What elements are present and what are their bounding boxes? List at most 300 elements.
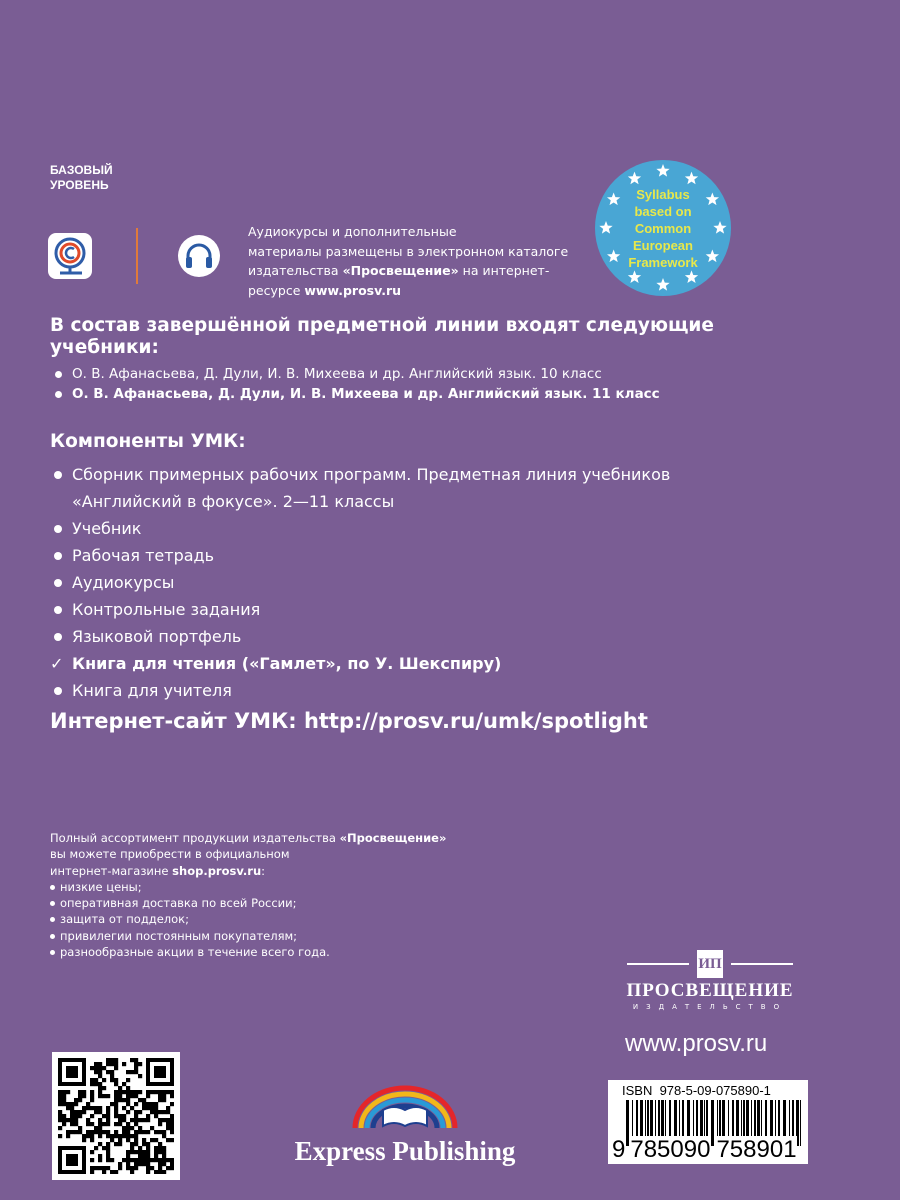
qr-module (146, 1166, 150, 1170)
qr-module (78, 1126, 82, 1130)
qr-module (170, 1102, 174, 1106)
qr-module (78, 1130, 82, 1134)
qr-module (70, 1114, 74, 1118)
qr-module (98, 1158, 102, 1162)
qr-module (110, 1078, 114, 1082)
qr-module (138, 1162, 142, 1166)
qr-module (134, 1114, 138, 1118)
qr-module (122, 1090, 126, 1094)
star-icon (685, 270, 698, 283)
qr-module (158, 1142, 162, 1146)
book-emblem-icon (345, 1080, 465, 1130)
publisher-logo: ИП ПРОСВЕЩЕНИЕ ИЗДАТЕЛЬСТВО (612, 950, 808, 1011)
qr-module (142, 1154, 146, 1158)
qr-module (114, 1114, 118, 1118)
qr-module (90, 1098, 94, 1102)
qr-module (166, 1166, 170, 1170)
qr-module (102, 1122, 106, 1126)
qr-module (58, 1102, 62, 1106)
qr-module (114, 1082, 118, 1086)
qr-module (114, 1094, 118, 1098)
qr-module (162, 1134, 166, 1138)
qr-module (146, 1150, 150, 1154)
qr-module (114, 1142, 118, 1146)
qr-module (134, 1094, 138, 1098)
qr-module (90, 1150, 94, 1154)
qr-module (134, 1134, 138, 1138)
qr-module (102, 1166, 106, 1170)
star-icon (656, 278, 669, 291)
qr-module (58, 1094, 62, 1098)
qr-module (126, 1086, 130, 1090)
qr-module (110, 1134, 114, 1138)
qr-module (86, 1106, 90, 1110)
qr-module (126, 1110, 130, 1114)
qr-module (146, 1170, 150, 1174)
qr-module (126, 1166, 130, 1170)
qr-module (62, 1094, 66, 1098)
qr-module (122, 1114, 126, 1118)
qr-module (126, 1130, 130, 1134)
qr-module (90, 1106, 94, 1110)
qr-module (74, 1114, 78, 1118)
qr-module (58, 1134, 62, 1138)
qr-module (110, 1058, 114, 1062)
qr-module (154, 1106, 158, 1110)
qr-module (134, 1118, 138, 1122)
qr-module (146, 1154, 150, 1158)
qr-module (158, 1118, 162, 1122)
qr-module (114, 1110, 118, 1114)
qr-module (130, 1170, 134, 1174)
umk-website[interactable]: Интернет-сайт УМК: http://prosv.ru/umk/spotlight (50, 709, 648, 733)
qr-module (90, 1130, 94, 1134)
qr-module (106, 1106, 110, 1110)
list-item-checked: ✓ Книга для чтения («Гамлет», по У. Шекспиру) (50, 650, 830, 677)
qr-module (126, 1138, 130, 1142)
qr-module (126, 1098, 130, 1102)
qr-module (166, 1106, 170, 1110)
qr-module (122, 1106, 126, 1110)
qr-module (142, 1106, 146, 1110)
qr-module (154, 1138, 158, 1142)
qr-module (166, 1110, 170, 1114)
qr-module (106, 1158, 110, 1162)
qr-module (154, 1146, 158, 1150)
qr-module (94, 1078, 98, 1082)
qr-module (102, 1094, 106, 1098)
qr-module (162, 1130, 166, 1134)
qr-module (118, 1086, 122, 1090)
qr-module (98, 1082, 102, 1086)
qr-module (70, 1118, 74, 1122)
qr-module (98, 1118, 102, 1122)
qr-module (114, 1106, 118, 1110)
level-label: БАЗОВЫЙ УРОВЕНЬ (50, 163, 113, 192)
qr-module (98, 1094, 102, 1098)
qr-module (98, 1074, 102, 1078)
qr-module (138, 1090, 142, 1094)
qr-module (126, 1154, 130, 1158)
qr-module (78, 1094, 82, 1098)
prosv-link[interactable]: www.prosv.ru (304, 282, 402, 298)
qr-module (130, 1090, 134, 1094)
qr-module (74, 1110, 78, 1114)
qr-module (130, 1166, 134, 1170)
qr-module (58, 1118, 62, 1122)
qr-module (82, 1134, 86, 1138)
list-item: низкие цены; (50, 879, 550, 895)
qr-module (142, 1142, 146, 1146)
qr-module (94, 1062, 98, 1066)
qr-module (138, 1130, 142, 1134)
publisher-url[interactable]: www.prosv.ru (625, 1030, 768, 1057)
qr-module (166, 1158, 170, 1162)
isbn-digits: 9 785090 758901 (612, 1136, 797, 1163)
qr-module (146, 1090, 150, 1094)
qr-module (170, 1162, 174, 1166)
qr-module (114, 1130, 118, 1134)
list-item: О. В. Афанасьева, Д. Дули, И. В. Михеева и др. Английский язык. 10 класс (50, 364, 810, 384)
qr-module (142, 1118, 146, 1122)
qr-module (118, 1098, 122, 1102)
qr-finder (66, 1066, 78, 1078)
qr-module (106, 1154, 110, 1158)
qr-module (158, 1094, 162, 1098)
qr-module (154, 1170, 158, 1174)
qr-module (134, 1142, 138, 1146)
qr-module (142, 1130, 146, 1134)
star-icon (628, 270, 641, 283)
list-item: Языковой портфель (50, 623, 830, 650)
qr-module (102, 1170, 106, 1174)
qr-module (162, 1118, 166, 1122)
list-item: защита от подделок; (50, 911, 550, 927)
qr-module (106, 1134, 110, 1138)
qr-module (118, 1094, 122, 1098)
qr-module (170, 1122, 174, 1126)
qr-module (150, 1158, 154, 1162)
qr-module (62, 1118, 66, 1122)
qr-module (154, 1150, 158, 1154)
qr-module (94, 1146, 98, 1150)
qr-module (98, 1134, 102, 1138)
qr-module (138, 1110, 142, 1114)
qr-module (162, 1098, 166, 1102)
qr-module (142, 1158, 146, 1162)
qr-module (170, 1166, 174, 1170)
qr-module (130, 1158, 134, 1162)
qr-module (106, 1062, 110, 1066)
star-icon (685, 172, 698, 185)
qr-module (106, 1130, 110, 1134)
list-item: оперативная доставка по всей России; (50, 895, 550, 911)
qr-module (78, 1110, 82, 1114)
qr-module (90, 1114, 94, 1118)
qr-module (110, 1170, 114, 1174)
qr-module (138, 1154, 142, 1158)
qr-module (102, 1066, 106, 1070)
audio-info: Аудиокурсы и дополнительные материалы размещены в электронном каталоге издательства «Просвещение» на интернет- ресурсе www.prosv.ru (248, 224, 569, 298)
qr-module (166, 1090, 170, 1094)
qr-module (118, 1118, 122, 1122)
qr-module (142, 1098, 146, 1102)
qr-module (154, 1158, 158, 1162)
qr-module (98, 1126, 102, 1130)
qr-module (74, 1098, 78, 1102)
qr-module (58, 1126, 62, 1130)
qr-module (114, 1170, 118, 1174)
qr-module (150, 1110, 154, 1114)
qr-module (90, 1166, 94, 1170)
qr-module (138, 1150, 142, 1154)
qr-module (138, 1146, 142, 1150)
qr-module (102, 1146, 106, 1150)
qr-module (110, 1102, 114, 1106)
qr-module (134, 1066, 138, 1070)
qr-module (58, 1090, 62, 1094)
qr-module (106, 1114, 110, 1118)
qr-module (62, 1114, 66, 1118)
qr-module (106, 1110, 110, 1114)
qr-module (126, 1150, 130, 1154)
qr-module (78, 1098, 82, 1102)
list-item: Контрольные задания (50, 596, 830, 623)
headphones-icon (178, 235, 220, 281)
qr-module (142, 1150, 146, 1154)
qr-module (130, 1126, 134, 1130)
qr-module (106, 1142, 110, 1146)
qr-module (170, 1126, 174, 1130)
qr-module (118, 1142, 122, 1146)
qr-module (98, 1062, 102, 1066)
qr-module (86, 1118, 90, 1122)
qr-module (146, 1106, 150, 1110)
qr-module (90, 1078, 94, 1082)
check-icon: ✓ (50, 654, 64, 673)
qr-module (130, 1142, 134, 1146)
qr-module (138, 1158, 142, 1162)
qr-module (134, 1166, 138, 1170)
qr-module (90, 1090, 94, 1094)
qr-module (114, 1066, 118, 1070)
qr-module (94, 1130, 98, 1134)
qr-module (146, 1130, 150, 1134)
qr-module (66, 1134, 70, 1138)
qr-module (114, 1058, 118, 1062)
qr-module (154, 1102, 158, 1106)
qr-module (130, 1070, 134, 1074)
qr-module (82, 1094, 86, 1098)
qr-module (82, 1110, 86, 1114)
qr-module (162, 1170, 166, 1174)
qr-module (66, 1118, 70, 1122)
qr-module (106, 1122, 110, 1126)
qr-module (102, 1086, 106, 1090)
qr-finder (154, 1066, 166, 1078)
qr-module (134, 1122, 138, 1126)
qr-module (146, 1158, 150, 1162)
qr-module (146, 1118, 150, 1122)
qr-module (118, 1122, 122, 1126)
qr-module (170, 1130, 174, 1134)
qr-module (138, 1126, 142, 1130)
qr-code[interactable] (52, 1052, 180, 1180)
qr-module (158, 1090, 162, 1094)
qr-module (162, 1090, 166, 1094)
list-item: Аудиокурсы (50, 569, 830, 596)
qr-module (70, 1110, 74, 1114)
qr-module (106, 1166, 110, 1170)
qr-module (170, 1138, 174, 1142)
qr-module (62, 1090, 66, 1094)
qr-module (134, 1162, 138, 1166)
qr-module (158, 1146, 162, 1150)
qr-module (94, 1106, 98, 1110)
qr-module (134, 1150, 138, 1154)
list-item: Книга для учителя (50, 677, 830, 704)
qr-module (150, 1166, 154, 1170)
qr-module (110, 1138, 114, 1142)
qr-module (158, 1130, 162, 1134)
list-item: О. В. Афанасьева, Д. Дули, И. В. Михеева и др. Английский язык. 11 класс (50, 384, 810, 404)
barcode-bar (800, 1100, 801, 1146)
qr-module (158, 1170, 162, 1174)
qr-module (138, 1098, 142, 1102)
qr-module (90, 1094, 94, 1098)
qr-module (126, 1158, 130, 1162)
qr-module (90, 1134, 94, 1138)
qr-module (74, 1130, 78, 1134)
qr-module (138, 1062, 142, 1066)
qr-module (134, 1058, 138, 1062)
qr-module (134, 1070, 138, 1074)
qr-module (118, 1134, 122, 1138)
qr-module (98, 1154, 102, 1158)
qr-module (98, 1106, 102, 1110)
qr-module (122, 1082, 126, 1086)
qr-module (90, 1158, 94, 1162)
qr-module (146, 1162, 150, 1166)
qr-module (118, 1114, 122, 1118)
list-item: Рабочая тетрадь (50, 542, 830, 569)
qr-module (162, 1158, 166, 1162)
qr-module (126, 1102, 130, 1106)
qr-module (74, 1118, 78, 1122)
qr-module (114, 1102, 118, 1106)
qr-module (154, 1090, 158, 1094)
qr-module (94, 1066, 98, 1070)
qr-module (130, 1146, 134, 1150)
qr-module (158, 1098, 162, 1102)
qr-module (122, 1118, 126, 1122)
qr-module (94, 1166, 98, 1170)
list-item: разнообразные акции в течение всего года. (50, 944, 550, 960)
qr-module (106, 1094, 110, 1098)
qr-module (130, 1094, 134, 1098)
qr-module (98, 1166, 102, 1170)
shop-link[interactable]: shop.prosv.ru (172, 863, 262, 878)
umk-heading: Компоненты УМК: (50, 431, 246, 452)
qr-module (130, 1118, 134, 1122)
qr-module (102, 1078, 106, 1082)
qr-module (134, 1138, 138, 1142)
qr-module (86, 1102, 90, 1106)
qr-module (70, 1122, 74, 1126)
qr-module (98, 1122, 102, 1126)
qr-module (106, 1118, 110, 1122)
qr-module (62, 1098, 66, 1102)
qr-module (154, 1114, 158, 1118)
qr-module (146, 1146, 150, 1150)
qr-module (90, 1082, 94, 1086)
qr-module (94, 1082, 98, 1086)
series-section (50, 315, 810, 404)
qr-module (114, 1134, 118, 1138)
qr-module (90, 1066, 94, 1070)
qr-module (78, 1114, 82, 1118)
qr-module (98, 1090, 102, 1094)
qr-module (78, 1090, 82, 1094)
cefr-badge: Syllabus based on Common European Framework (595, 160, 731, 296)
qr-module (158, 1158, 162, 1162)
qr-module (134, 1130, 138, 1134)
qr-module (126, 1094, 130, 1098)
qr-module (94, 1126, 98, 1130)
qr-module (110, 1070, 114, 1074)
qr-module (134, 1090, 138, 1094)
qr-module (138, 1074, 142, 1078)
qr-module (170, 1094, 174, 1098)
qr-module (130, 1150, 134, 1154)
list-item: Сборник примерных рабочих программ. Предметная линия учебников «Английский в фокусе». 2—11 классы (50, 461, 750, 515)
qr-module (82, 1138, 86, 1142)
qr-module (162, 1110, 166, 1114)
qr-module (106, 1150, 110, 1154)
qr-module (158, 1162, 162, 1166)
qr-module (86, 1134, 90, 1138)
qr-module (142, 1162, 146, 1166)
qr-module (130, 1134, 134, 1138)
qr-module (158, 1150, 162, 1154)
qr-module (154, 1154, 158, 1158)
qr-module (66, 1102, 70, 1106)
qr-module (150, 1138, 154, 1142)
divider (136, 228, 138, 284)
qr-module (146, 1094, 150, 1098)
qr-module (166, 1118, 170, 1122)
qr-module (122, 1126, 126, 1130)
qr-module (130, 1058, 134, 1062)
qr-module (58, 1098, 62, 1102)
qr-module (110, 1158, 114, 1162)
qr-module (102, 1130, 106, 1134)
qr-finder (66, 1154, 78, 1166)
qr-module (106, 1146, 110, 1150)
express-publishing-logo: Express Publishing (290, 1080, 520, 1167)
qr-module (150, 1106, 154, 1110)
qr-module (170, 1158, 174, 1162)
qr-module (134, 1102, 138, 1106)
qr-module (90, 1122, 94, 1126)
qr-module (70, 1102, 74, 1106)
qr-module (130, 1106, 134, 1110)
qr-module (122, 1134, 126, 1138)
isbn-label: ISBN 978-5-09-075890-1 (622, 1083, 771, 1098)
e-textbook-icon (48, 233, 92, 283)
qr-module (106, 1058, 110, 1062)
qr-module (162, 1154, 166, 1158)
